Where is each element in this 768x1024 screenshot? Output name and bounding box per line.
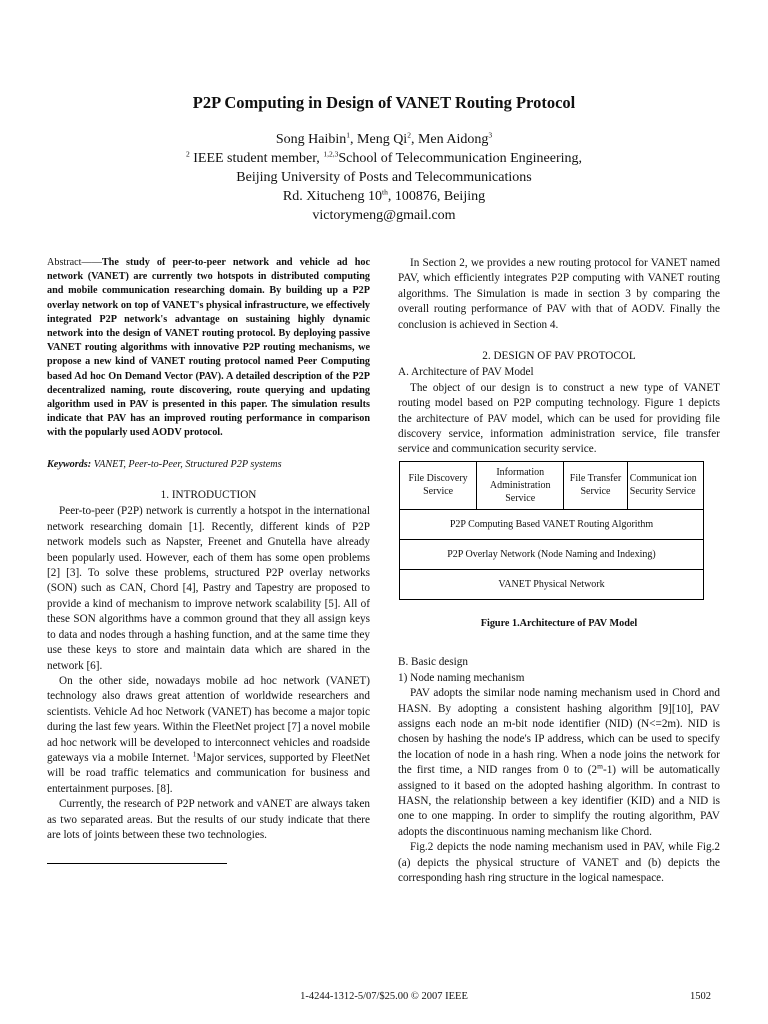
author-block xyxy=(0,130,768,225)
footnote-divider xyxy=(47,863,227,864)
figure-cell-info-admin: Information Administration Service xyxy=(477,462,564,509)
fig2-paragraph: Fig.2 depicts the node naming mechanism used in PAV, while Fig.2 (a) depicts the physical structure of VANET and (b) depicts the corresponding hash ring structure in the logical namespace. xyxy=(398,841,720,884)
subsection-node-naming: 1) Node naming mechanism xyxy=(398,671,525,684)
section-heading-design: 2. DESIGN OF PAV PROTOCOL xyxy=(482,350,636,363)
keywords: Keywords: VANET, Peer-to-Peer, Structured P2P systems xyxy=(47,458,282,470)
subsection-basic-design: B. Basic design xyxy=(398,656,468,669)
intro-paragraph-2: On the other side, nowadays mobile ad hoc network (VANET) technology also draws great attention of worldwide researchers and scientists. Vehicle Ad hoc Network (VANET) has become a major topic during the last few years. Within the FleetNet project [7] a novel mobile ad hoc network will be developed to interconnect vehicles and roadside gateways via a mobile Internet. $^1$Major services, supported by FleetNet will be road traffic telematics and communication for business and entertainment purposes. [8]. xyxy=(47,674,370,795)
abstract-label: Abstract—— xyxy=(47,257,102,268)
paper-title: P2P Computing in Design of VANET Routing Protocol xyxy=(192,93,576,112)
subsection-architecture: A. Architecture of PAV Model xyxy=(398,366,534,379)
keywords-label: Keywords: xyxy=(47,458,92,470)
node-naming-paragraph: PAV adopts the similar node naming mechanism used in Chord and HASN. By adopting a consistent hashing algorithm [9][10], PAV assigns each node an m-bit node identifier (NID) (N<=2m). NID is chosen by hashing the node's IP address, which can be used to specify the location of node in a hash ring. When a node joins the network for the first time, a NID ranges from 0 to (2$^m$-1) will be automatically assigned to it based on the adopted hashing algorithm. In contrast to HASN, the relationship between a key identifier (KID) and a NID is one to one mapping. In order to simplify the routing algorithm, PAV adopts the discontinuous naming mechanism like Chord. xyxy=(398,687,720,838)
page-number: 1502 xyxy=(690,991,711,1002)
figure-cell-comm-security: Communicat ion Security Service xyxy=(629,473,697,498)
right-column xyxy=(398,256,720,886)
figure-routing-row: P2P Computing Based VANET Routing Algorithm xyxy=(400,510,703,540)
section-heading-introduction: 1. INTRODUCTION xyxy=(160,489,257,502)
figure-service-row xyxy=(400,462,703,510)
figure-caption: Figure 1.Architecture of PAV Model xyxy=(480,617,638,629)
abstract xyxy=(47,256,370,441)
figure-cell-file-transfer: File Transfer Service xyxy=(564,462,628,509)
figure-cell-file-discovery: File Discovery Service xyxy=(400,462,477,509)
author-email: victorymeng@gmail.com xyxy=(312,208,456,223)
figure-physical-row: VANET Physical Network xyxy=(498,578,605,590)
left-column xyxy=(47,256,370,864)
copyright-line: 1-4244-1312-5/07/$25.00 © 2007 IEEE xyxy=(300,991,468,1002)
author-affiliation: $^2$ IEEE student member, $^{1,2,3}$School of Telecommunication Engineering, xyxy=(185,149,583,166)
architecture-paragraph: The object of our design is to construct a new type of VANET routing model based on P2P computing technology. Figure 1 depicts the architecture of PAV model, which can be used for providing file discovery service, information administration service, file transfer service and communication security service. xyxy=(398,381,720,456)
figure-overlay-row: P2P Overlay Network (Node Naming and Indexing) xyxy=(400,540,703,570)
author-address: Rd. Xitucheng 10th, 100876, Beijing xyxy=(282,187,486,204)
architecture-figure xyxy=(399,461,704,600)
author-university: Beijing University of Posts and Telecommunications xyxy=(236,170,532,185)
section-overview-paragraph: In Section 2, we provides a new routing protocol for VANET named PAV, which efficiently integrates P2P computing with VANET routing algorithms. The Simulation is made in section 3 by comparing the overall routing performance of PAV with that of AODV. Finally the conclusion is achieved in Section 4. xyxy=(398,257,720,331)
intro-paragraph-1: Peer-to-peer (P2P) network is currently a hotspot in the international network researching domain [1]. Recently, different kinds of P2P network models such as Napster, Freenet and Gnutella have already been popularly used. However, each of them has some open problems [2] [3]. To solve these problems, structured P2P overlay networks (SON) such as CAN, Chord [4], Pastry and Tapestry are proposed to provide a kind of mechanism to improve network scalability [5]. All of these SON algorithms have a common ground that they all assign keys to data and nodes through a hashing function, and at the same time they use these keys to store and maintain data which are shared in the network [6]. xyxy=(47,505,370,672)
intro-paragraph-3: Currently, the research of P2P network and vANET are always taken as two separated areas. But the results of our study indicate that there are lots of joints between these two technologies. xyxy=(47,798,370,841)
abstract-text: The study of peer-to-peer network and vehicle ad hoc network (VANET) are currently two hotspots in distributed computing and mobile communication researching domain. By building up a P2P overlay network on top of VANET's physical infrastructure, we effectively integrated P2P network's advantage on sustaining highly dynamic network into the design of VANET routing protocol. By deploying passive VANET routing algorithms with innovative P2P routing mechanisms, we propose a new kind of VANET routing protocol named Peer Computing based Ad hoc On Demand Vector (PAV). A detailed description of the P2P decentralized naming, route discovering, route querying and updating algorithm used in PAV is presented in this paper. The simulation results indicate that PAV has an improved routing performance in comparison with the popularly used AODV protocol. xyxy=(47,257,370,439)
author-names: Song Haibin$^1$, Meng Qi$^2$, Men Aidong$^3$ xyxy=(275,130,493,147)
